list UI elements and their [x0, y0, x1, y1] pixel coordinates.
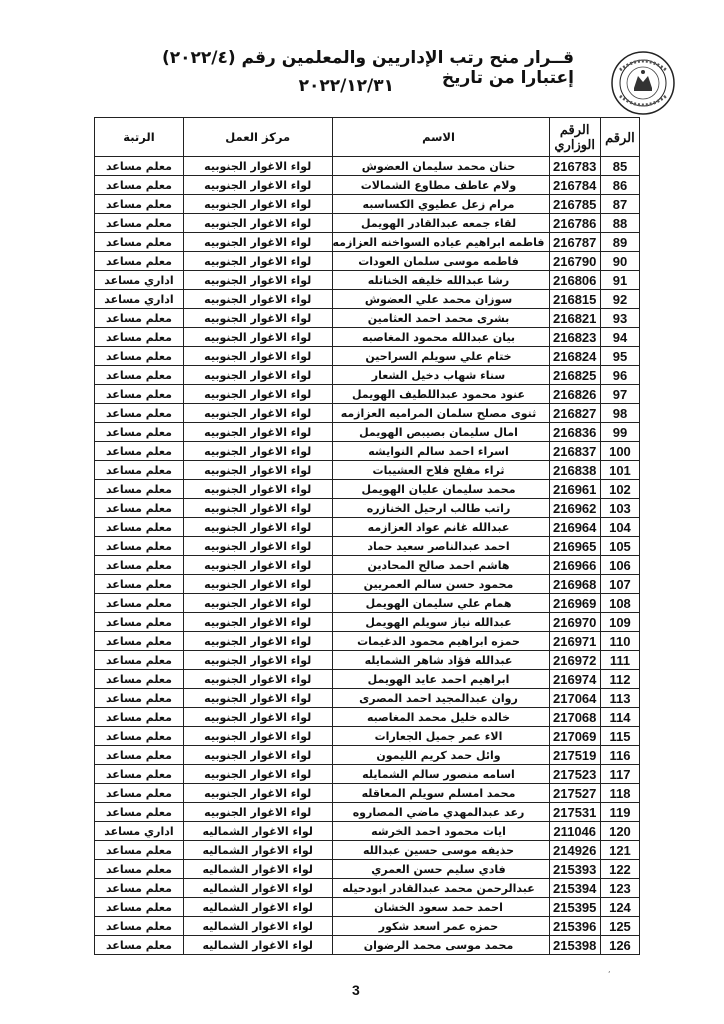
row-number: 92	[600, 290, 639, 309]
decision-date: ٢٠٢٢/١٢/٣١	[298, 76, 394, 96]
row-ministry-id: 216970	[549, 613, 600, 632]
row-rank: معلم مساعد	[95, 708, 184, 727]
row-ministry-id: 216786	[549, 214, 600, 233]
row-name: امال سليمان بصيبص الهويمل	[332, 423, 549, 442]
row-work-center: لواء الاغوار الشماليه	[183, 917, 332, 936]
row-name: عبدالله نياز سويلم الهويمل	[332, 613, 549, 632]
row-name: روان عبدالمجيد احمد المصرى	[332, 689, 549, 708]
row-number: 114	[600, 708, 639, 727]
table-row	[95, 556, 640, 575]
row-name: عبدالله فؤاد شاهر الشمايله	[332, 651, 549, 670]
table-row	[95, 290, 640, 309]
row-number: 117	[600, 765, 639, 784]
row-rank: معلم مساعد	[95, 347, 184, 366]
row-ministry-id: 216787	[549, 233, 600, 252]
table-row	[95, 879, 640, 898]
row-rank: معلم مساعد	[95, 594, 184, 613]
table-row	[95, 309, 640, 328]
row-ministry-id: 216838	[549, 461, 600, 480]
table-row	[95, 537, 640, 556]
row-name: اسراء احمد سالم النوايشه	[332, 442, 549, 461]
row-work-center: لواء الاغوار الجنوبيه	[183, 499, 332, 518]
row-ministry-id: 214926	[549, 841, 600, 860]
table-row	[95, 670, 640, 689]
row-name: مرام زعل عطيوي الكساسبه	[332, 195, 549, 214]
row-rank: معلم مساعد	[95, 689, 184, 708]
row-name: محمد امسلم سويلم المعاقله	[332, 784, 549, 803]
row-work-center: لواء الاغوار الجنوبيه	[183, 784, 332, 803]
row-ministry-id: 216965	[549, 537, 600, 556]
row-rank: معلم مساعد	[95, 328, 184, 347]
table-row	[95, 366, 640, 385]
row-name: سوزان محمد علي العضوش	[332, 290, 549, 309]
table-body	[95, 157, 640, 955]
row-rank: معلم مساعد	[95, 670, 184, 689]
row-name: محمد موسى محمد الرضوان	[332, 936, 549, 955]
row-name: رشا عبدالله خليفه الخناتله	[332, 271, 549, 290]
row-number: 91	[600, 271, 639, 290]
row-work-center: لواء الاغوار الجنوبيه	[183, 176, 332, 195]
row-name: فاطمه ابراهيم عياده السواخنه العزازمه	[332, 233, 549, 252]
row-number: 107	[600, 575, 639, 594]
row-number: 124	[600, 898, 639, 917]
row-work-center: لواء الاغوار الجنوبيه	[183, 746, 332, 765]
row-rank: اداري مساعد	[95, 271, 184, 290]
row-ministry-id: 215394	[549, 879, 600, 898]
row-work-center: لواء الاغوار الشماليه	[183, 860, 332, 879]
row-number: 94	[600, 328, 639, 347]
row-ministry-id: 216972	[549, 651, 600, 670]
table-row	[95, 271, 640, 290]
table-row	[95, 195, 640, 214]
row-ministry-id: 211046	[549, 822, 600, 841]
row-number: 102	[600, 480, 639, 499]
row-ministry-id: 217519	[549, 746, 600, 765]
row-rank: معلم مساعد	[95, 727, 184, 746]
row-ministry-id: 217523	[549, 765, 600, 784]
row-name: فاطمه موسى سلمان العودات	[332, 252, 549, 271]
row-work-center: لواء الاغوار الجنوبيه	[183, 366, 332, 385]
row-rank: معلم مساعد	[95, 651, 184, 670]
row-ministry-id: 216790	[549, 252, 600, 271]
row-name: هاشم احمد صالح المحادين	[332, 556, 549, 575]
row-work-center: لواء الاغوار الجنوبيه	[183, 309, 332, 328]
row-name: بيان عبدالله محمود المغاصبه	[332, 328, 549, 347]
row-work-center: لواء الاغوار الجنوبيه	[183, 252, 332, 271]
row-work-center: لواء الاغوار الجنوبيه	[183, 613, 332, 632]
row-rank: معلم مساعد	[95, 879, 184, 898]
header-ministry-id	[549, 118, 600, 157]
row-rank: معلم مساعد	[95, 157, 184, 176]
row-work-center: لواء الاغوار الجنوبيه	[183, 632, 332, 651]
row-name: حذيفه موسى حسين عبدالله	[332, 841, 549, 860]
row-number: 113	[600, 689, 639, 708]
row-work-center: لواء الاغوار الجنوبيه	[183, 195, 332, 214]
row-ministry-id: 216974	[549, 670, 600, 689]
row-rank: معلم مساعد	[95, 309, 184, 328]
row-name: همام علي سليمان الهويمل	[332, 594, 549, 613]
row-work-center: لواء الاغوار الجنوبيه	[183, 708, 332, 727]
decision-title: قــرار منح رتب الإداريين والمعلمين رقم (٢٠٢٢/٤) إعتبارا من تاريخ	[161, 48, 574, 88]
row-number: 89	[600, 233, 639, 252]
row-number: 85	[600, 157, 639, 176]
row-work-center: لواء الاغوار الجنوبيه	[183, 765, 332, 784]
row-rank: معلم مساعد	[95, 385, 184, 404]
row-name: لقاء جمعه عبدالقادر الهويمل	[332, 214, 549, 233]
row-work-center: لواء الاغوار الجنوبيه	[183, 575, 332, 594]
table-row	[95, 860, 640, 879]
row-number: 88	[600, 214, 639, 233]
row-rank: معلم مساعد	[95, 613, 184, 632]
row-work-center: لواء الاغوار الشماليه	[183, 936, 332, 955]
row-work-center: لواء الاغوار الجنوبيه	[183, 404, 332, 423]
row-ministry-id: 217068	[549, 708, 600, 727]
row-rank: معلم مساعد	[95, 936, 184, 955]
row-number: 116	[600, 746, 639, 765]
table-row	[95, 385, 640, 404]
row-ministry-id: 216815	[549, 290, 600, 309]
row-work-center: لواء الاغوار الجنوبيه	[183, 727, 332, 746]
row-number: 118	[600, 784, 639, 803]
row-name: احمد حمد سعود الخشان	[332, 898, 549, 917]
row-ministry-id: 216806	[549, 271, 600, 290]
row-work-center: لواء الاغوار الشماليه	[183, 822, 332, 841]
row-ministry-id: 215395	[549, 898, 600, 917]
row-number: 105	[600, 537, 639, 556]
row-name: احمد عبدالناصر سعيد حماد	[332, 537, 549, 556]
table-row	[95, 233, 640, 252]
row-ministry-id: 215396	[549, 917, 600, 936]
row-name: محمود حسن سالم العمريين	[332, 575, 549, 594]
table-header-row	[95, 118, 640, 157]
row-ministry-id: 216824	[549, 347, 600, 366]
row-work-center: لواء الاغوار الجنوبيه	[183, 347, 332, 366]
row-number: 119	[600, 803, 639, 822]
row-work-center: لواء الاغوار الشماليه	[183, 879, 332, 898]
table-row	[95, 727, 640, 746]
row-work-center: لواء الاغوار الجنوبيه	[183, 214, 332, 233]
row-number: 99	[600, 423, 639, 442]
row-number: 121	[600, 841, 639, 860]
row-name: عنود محمود عبداللطيف الهويمل	[332, 385, 549, 404]
row-work-center: لواء الاغوار الجنوبيه	[183, 480, 332, 499]
row-ministry-id: 216836	[549, 423, 600, 442]
header-rank: الرتبة	[95, 118, 184, 157]
row-rank: معلم مساعد	[95, 233, 184, 252]
row-rank: معلم مساعد	[95, 784, 184, 803]
row-work-center: لواء الاغوار الجنوبيه	[183, 651, 332, 670]
header-ministry-id-line2: الوزاري	[554, 137, 596, 152]
row-rank: معلم مساعد	[95, 461, 184, 480]
table-row	[95, 936, 640, 955]
row-number: 90	[600, 252, 639, 271]
row-number: 100	[600, 442, 639, 461]
table-row	[95, 404, 640, 423]
table-row	[95, 784, 640, 803]
row-name: ابراهيم احمد عايد الهويمل	[332, 670, 549, 689]
table-row	[95, 841, 640, 860]
header-ministry-id-line1: الرقم	[559, 122, 590, 137]
row-work-center: لواء الاغوار الجنوبيه	[183, 423, 332, 442]
row-number: 87	[600, 195, 639, 214]
row-ministry-id: 217531	[549, 803, 600, 822]
row-number: 126	[600, 936, 639, 955]
row-rank: معلم مساعد	[95, 214, 184, 233]
row-rank: معلم مساعد	[95, 252, 184, 271]
row-rank: معلم مساعد	[95, 803, 184, 822]
row-name: وائل حمد كريم الليمون	[332, 746, 549, 765]
row-number: 103	[600, 499, 639, 518]
row-ministry-id: 217527	[549, 784, 600, 803]
row-number: 111	[600, 651, 639, 670]
row-rank: معلم مساعد	[95, 404, 184, 423]
table-row	[95, 898, 640, 917]
row-rank: معلم مساعد	[95, 765, 184, 784]
table-row	[95, 765, 640, 784]
row-number: 97	[600, 385, 639, 404]
row-name: حنان محمد سليمان العضوش	[332, 157, 549, 176]
row-name: حمزه ابراهيم محمود الدغيمات	[332, 632, 549, 651]
row-ministry-id: 217069	[549, 727, 600, 746]
row-rank: معلم مساعد	[95, 176, 184, 195]
row-name: ايات محمود احمد الخرشه	[332, 822, 549, 841]
row-name: ثنوى مصلح سلمان المراميه العزازمه	[332, 404, 549, 423]
table-row	[95, 708, 640, 727]
table-row	[95, 689, 640, 708]
row-ministry-id: 217064	[549, 689, 600, 708]
table-row	[95, 480, 640, 499]
table-row	[95, 347, 640, 366]
row-ministry-id: 216821	[549, 309, 600, 328]
row-name: سناء شهاب دخيل الشعار	[332, 366, 549, 385]
scan-mark: ,	[608, 965, 611, 974]
row-rank: معلم مساعد	[95, 860, 184, 879]
row-work-center: لواء الاغوار الجنوبيه	[183, 803, 332, 822]
row-ministry-id: 215393	[549, 860, 600, 879]
row-rank: معلم مساعد	[95, 518, 184, 537]
row-name: عبدالرحمن محمد عبدالقادر ابودحيله	[332, 879, 549, 898]
row-name: فادي سليم حسن العمري	[332, 860, 549, 879]
row-rank: معلم مساعد	[95, 480, 184, 499]
row-rank: معلم مساعد	[95, 841, 184, 860]
row-ministry-id: 216784	[549, 176, 600, 195]
row-number: 115	[600, 727, 639, 746]
row-ministry-id: 216783	[549, 157, 600, 176]
row-name: ثراء مفلح فلاح العشيبات	[332, 461, 549, 480]
row-work-center: لواء الاغوار الجنوبيه	[183, 594, 332, 613]
row-number: 98	[600, 404, 639, 423]
row-name: عبدالله غانم عواد العزازمه	[332, 518, 549, 537]
row-number: 93	[600, 309, 639, 328]
row-ministry-id: 216827	[549, 404, 600, 423]
table-row	[95, 214, 640, 233]
row-work-center: لواء الاغوار الشماليه	[183, 898, 332, 917]
row-rank: معلم مساعد	[95, 746, 184, 765]
row-work-center: لواء الاغوار الجنوبيه	[183, 271, 332, 290]
row-name: ختام علي سويلم السراحين	[332, 347, 549, 366]
table-row	[95, 594, 640, 613]
row-rank: معلم مساعد	[95, 423, 184, 442]
row-number: 86	[600, 176, 639, 195]
row-number: 106	[600, 556, 639, 575]
row-number: 95	[600, 347, 639, 366]
row-rank: معلم مساعد	[95, 366, 184, 385]
row-number: 122	[600, 860, 639, 879]
row-rank: معلم مساعد	[95, 632, 184, 651]
promotions-table	[94, 117, 640, 955]
row-work-center: لواء الاغوار الجنوبيه	[183, 385, 332, 404]
row-rank: معلم مساعد	[95, 898, 184, 917]
row-ministry-id: 216969	[549, 594, 600, 613]
header-name: الاسم	[332, 118, 549, 157]
row-ministry-id: 216971	[549, 632, 600, 651]
table-row	[95, 157, 640, 176]
table-row	[95, 613, 640, 632]
row-rank: معلم مساعد	[95, 917, 184, 936]
row-work-center: لواء الاغوار الجنوبيه	[183, 689, 332, 708]
row-number: 109	[600, 613, 639, 632]
table-row	[95, 252, 640, 271]
document-header	[0, 0, 724, 118]
row-ministry-id: 216962	[549, 499, 600, 518]
page-number: 3	[352, 982, 360, 998]
row-ministry-id: 216837	[549, 442, 600, 461]
row-work-center: لواء الاغوار الجنوبيه	[183, 157, 332, 176]
row-ministry-id: 216826	[549, 385, 600, 404]
row-ministry-id: 216825	[549, 366, 600, 385]
table-row	[95, 746, 640, 765]
table-row	[95, 822, 640, 841]
row-number: 101	[600, 461, 639, 480]
row-number: 112	[600, 670, 639, 689]
row-name: خالده خليل محمد المغاصبه	[332, 708, 549, 727]
row-rank: اداري مساعد	[95, 822, 184, 841]
row-name: ولام عاطف مطاوع الشمالات	[332, 176, 549, 195]
table-row	[95, 518, 640, 537]
row-ministry-id: 216961	[549, 480, 600, 499]
header-work-center: مركز العمل	[183, 118, 332, 157]
table-row	[95, 803, 640, 822]
row-rank: معلم مساعد	[95, 556, 184, 575]
row-work-center: لواء الاغوار الجنوبيه	[183, 442, 332, 461]
table-row	[95, 461, 640, 480]
row-rank: معلم مساعد	[95, 499, 184, 518]
row-number: 110	[600, 632, 639, 651]
row-ministry-id: 216964	[549, 518, 600, 537]
table-row	[95, 575, 640, 594]
table-row	[95, 632, 640, 651]
row-rank: معلم مساعد	[95, 195, 184, 214]
header-number: الرقم	[600, 118, 639, 157]
row-work-center: لواء الاغوار الجنوبيه	[183, 328, 332, 347]
row-ministry-id: 216968	[549, 575, 600, 594]
row-rank: معلم مساعد	[95, 537, 184, 556]
row-rank: اداري مساعد	[95, 290, 184, 309]
row-rank: معلم مساعد	[95, 575, 184, 594]
row-ministry-id: 216785	[549, 195, 600, 214]
row-name: اسامه منصور سالم الشمايله	[332, 765, 549, 784]
row-name: رعد عبدالمهدي ماضي المصاروه	[332, 803, 549, 822]
row-work-center: لواء الاغوار الجنوبيه	[183, 670, 332, 689]
row-number: 108	[600, 594, 639, 613]
row-name: بشرى محمد احمد العثامين	[332, 309, 549, 328]
row-work-center: لواء الاغوار الشماليه	[183, 841, 332, 860]
row-work-center: لواء الاغوار الجنوبيه	[183, 556, 332, 575]
table-row	[95, 442, 640, 461]
row-number: 120	[600, 822, 639, 841]
row-name: راتب طالب ارحيل الخنازره	[332, 499, 549, 518]
row-ministry-id: 216966	[549, 556, 600, 575]
row-work-center: لواء الاغوار الجنوبيه	[183, 290, 332, 309]
row-number: 96	[600, 366, 639, 385]
table-row	[95, 651, 640, 670]
row-work-center: لواء الاغوار الجنوبيه	[183, 461, 332, 480]
row-work-center: لواء الاغوار الجنوبيه	[183, 537, 332, 556]
row-number: 123	[600, 879, 639, 898]
table-row	[95, 499, 640, 518]
table-row	[95, 423, 640, 442]
row-name: محمد سليمان عليان الهويمل	[332, 480, 549, 499]
row-work-center: لواء الاغوار الجنوبيه	[183, 233, 332, 252]
table-row	[95, 917, 640, 936]
row-rank: معلم مساعد	[95, 442, 184, 461]
row-number: 104	[600, 518, 639, 537]
ministry-seal-icon	[610, 50, 676, 116]
row-number: 125	[600, 917, 639, 936]
row-work-center: لواء الاغوار الجنوبيه	[183, 518, 332, 537]
row-name: الاء عمر جميل الجعارات	[332, 727, 549, 746]
table-row	[95, 328, 640, 347]
row-ministry-id: 215398	[549, 936, 600, 955]
row-ministry-id: 216823	[549, 328, 600, 347]
table-row	[95, 176, 640, 195]
row-name: حمزه عمر اسعد شكور	[332, 917, 549, 936]
